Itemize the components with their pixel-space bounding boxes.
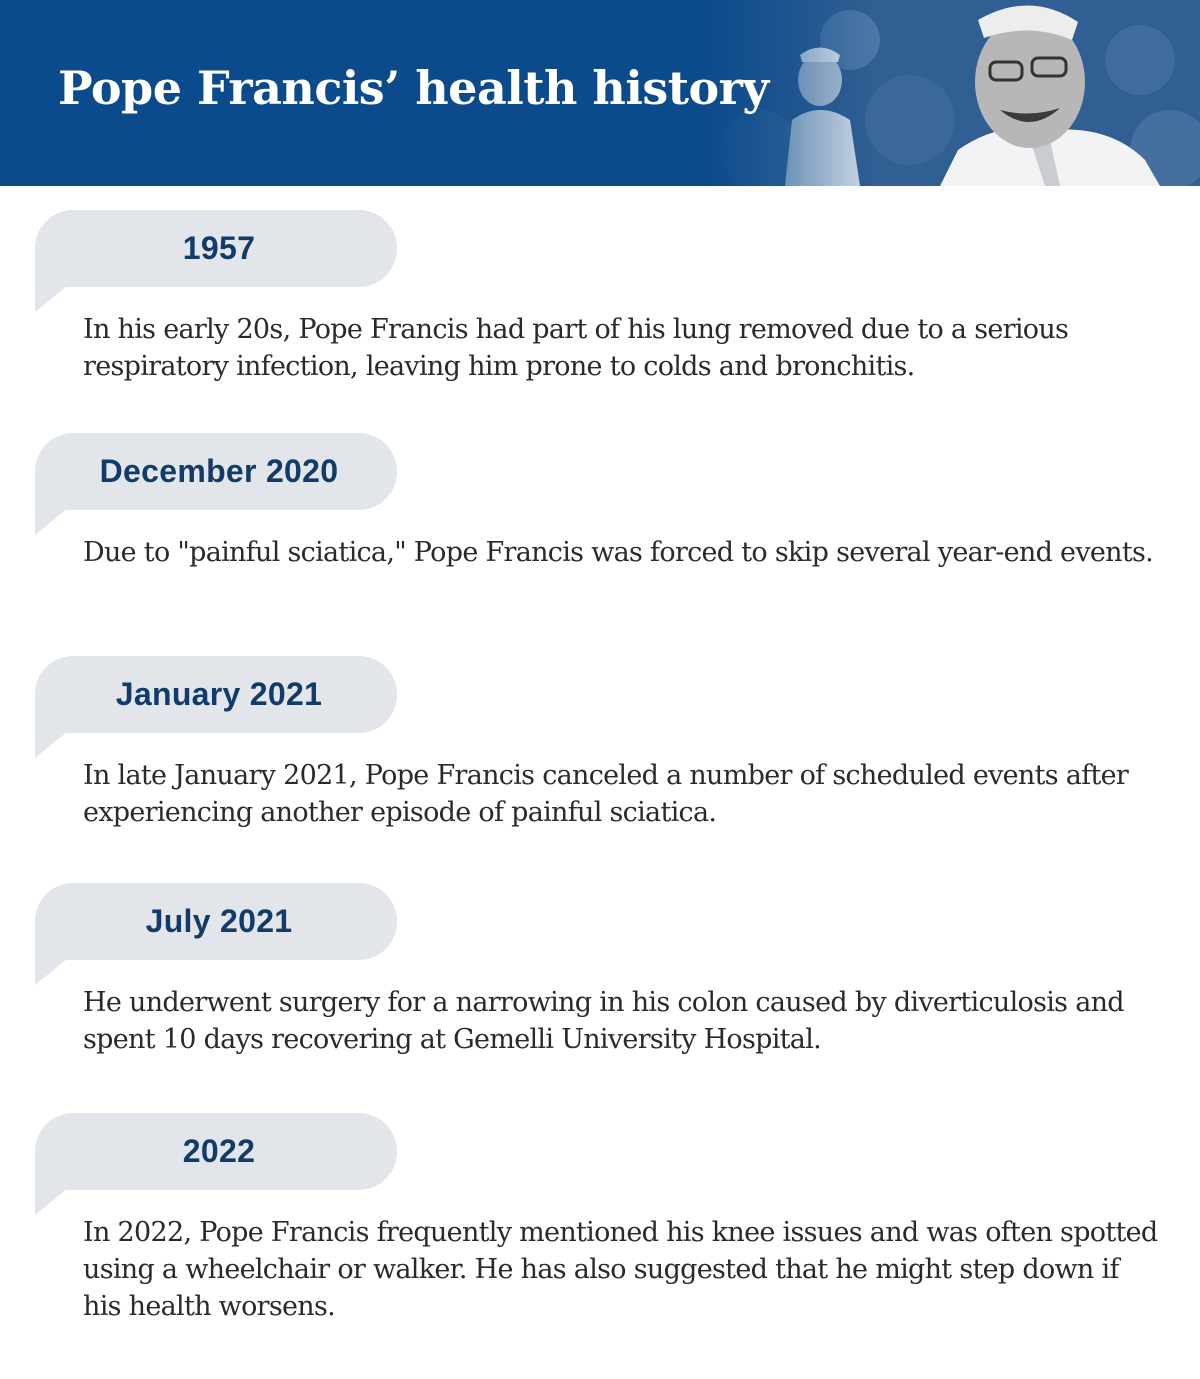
- date-label: July 2021: [145, 903, 293, 939]
- entry-description: In his early 20s, Pope Francis had part of his lung removed due to a serious respiratory infection, leaving him prone to colds and bronchitis.: [83, 314, 1069, 382]
- date-tab-tail: [35, 732, 67, 758]
- pope-photo-icon: [700, 0, 1200, 186]
- header-banner: [0, 0, 1200, 186]
- date-label: 1957: [182, 230, 256, 266]
- entry-description: In late January 2021, Pope Francis canceled a number of scheduled events after experiencing another episode of painful sciatica.: [83, 760, 1129, 828]
- page-title: Pope Francis’ health history: [58, 61, 769, 115]
- date-label: 2022: [182, 1133, 256, 1169]
- date-label: December 2020: [99, 453, 339, 489]
- date-tab-tail: [35, 509, 67, 535]
- date-label: January 2021: [115, 676, 323, 712]
- date-tab-tail: [35, 286, 67, 312]
- entry-description: Due to "painful sciatica," Pope Francis was forced to skip several year-end events.: [83, 537, 1154, 568]
- entry-description: He underwent surgery for a narrowing in his colon caused by diverticulosis and spent 10 days recovering at Gemelli University Hospital.: [83, 987, 1124, 1055]
- date-tab-tail: [35, 959, 67, 985]
- entry-description: In 2022, Pope Francis frequently mentioned his knee issues and was often spotted using a wheelchair or walker. He has also suggested that he might step down if his health worsens.: [83, 1217, 1158, 1322]
- date-tab-tail: [35, 1189, 67, 1215]
